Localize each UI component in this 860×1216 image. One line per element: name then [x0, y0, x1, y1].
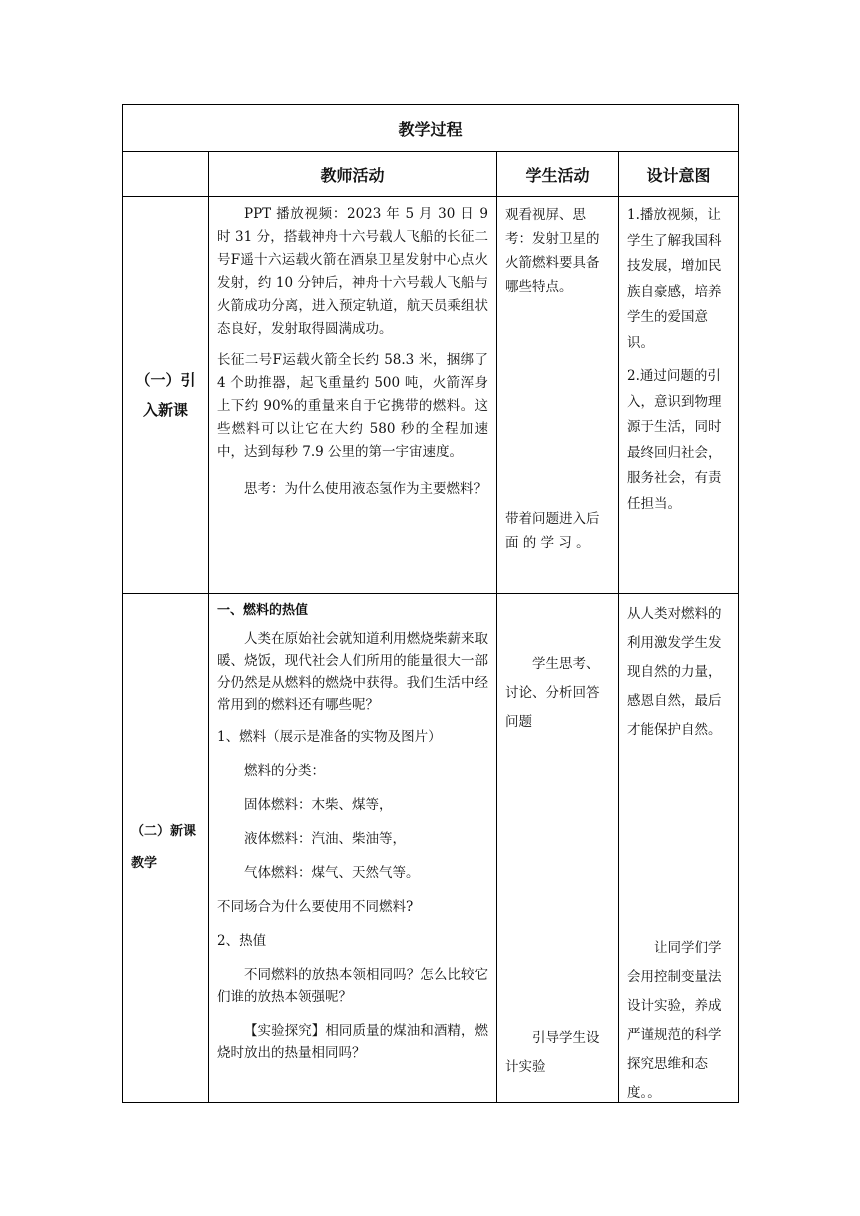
teacher-paragraph: 不同场合为什么要使用不同燃料?	[217, 899, 414, 915]
header-blank	[123, 152, 209, 197]
teacher-paragraph: 2、热值	[217, 933, 267, 949]
teacher-question: 思考：为什么使用液态氢作为主要燃料？	[244, 481, 487, 497]
teacher-paragraph: PPT 播放视频：2023 年 5 月 30 日 9 时 31 分，搭载神舟十六号载人飞船的长征二号F遥十六运载火箭在酒泉卫星发射中心点火发射，约 10 分钟后，神舟十六号载人飞船与火箭成功分离，进入预定轨道，航天员乘组状态良好，发射取得圆满成功。	[217, 206, 488, 337]
design-intent-cell	[619, 594, 739, 1103]
design-paragraph: 2.通过问题的引入，意识到物理源于生活，同时最终回归社会，服务社会，有责任担当。	[627, 368, 722, 512]
teacher-activity-cell	[209, 197, 497, 594]
section-label-line: 入新课	[142, 401, 188, 419]
teacher-paragraph: 固体燃料：木柴、煤等，	[244, 797, 393, 813]
student-paragraph: 带着问题进入后面 的 学 习 。	[505, 511, 600, 551]
design-paragraph: 让同学们学会用控制变量法设计实验，养成严谨规范的科学探究思维和态度。。	[627, 940, 722, 1101]
design-intent-cell	[619, 197, 739, 594]
teacher-paragraph: 燃料的分类：	[244, 763, 325, 779]
table-row	[123, 197, 739, 594]
design-paragraph: 1.播放视频，让学生了解我国科技发展，增加民族自豪感，培养学生的爱国意识。	[627, 207, 722, 351]
student-paragraph: 学生思考、讨论、分析回答问题	[505, 656, 600, 730]
section-label-line: （一）引	[135, 371, 196, 389]
table-row	[123, 594, 739, 1103]
section-label-new-lesson	[123, 594, 209, 1103]
student-paragraph: 引导学生设计实验	[505, 1030, 600, 1075]
teacher-paragraph: 长征二号F运载火箭全长约 58.3 米，捆绑了 4 个助推器，起飞重量约 500 吨，火箭浑身上下约 90%的重量来自于它携带的燃料。这些燃料可以让它在大约 580 秒的全程加速中，达到每秒 7.9 公里的第一宇宙速度。	[217, 352, 488, 460]
teacher-paragraph: 不同燃料的放热本领相同吗？怎么比较它们谁的放热本领强呢？	[217, 967, 488, 1005]
teacher-paragraph: 【实验探究】相同质量的煤油和酒精，燃烧时放出的热量相同吗？	[217, 1023, 488, 1061]
student-activity-cell	[497, 594, 619, 1103]
teacher-paragraph: 气体燃料：煤气、天然气等。	[244, 865, 420, 881]
header-teacher-activity: 教师活动	[209, 152, 497, 197]
teacher-paragraph: 1、燃料（展示是准备的实物及图片）	[217, 729, 442, 745]
section-label-line: 教学	[131, 856, 158, 871]
subsection-heading: 一、燃料的热值	[217, 603, 309, 618]
teacher-paragraph: 人类在原始社会就知道利用燃烧柴薪来取暖、烧饭，现代社会人们所用的能量很大一部分仍然是从燃料的燃烧中获得。我们生活中经常用到的燃料还有哪些呢？	[217, 631, 488, 713]
section-label-line: （二）新课	[131, 824, 197, 839]
teaching-process-table	[122, 104, 739, 1103]
header-design-intent: 设计意图	[619, 152, 739, 197]
teacher-paragraph: 液体燃料：汽油、柴油等，	[244, 831, 406, 847]
student-paragraph: 观看视屏、思考：发射卫星的火箭燃料要具备哪些特点。	[505, 207, 600, 295]
table-title: 教学过程	[123, 105, 739, 152]
design-paragraph: 从人类对燃料的利用激发学生发现自然的力量，感恩自然，最后才能保护自然。	[627, 606, 722, 738]
student-activity-cell	[497, 197, 619, 594]
header-student-activity: 学生活动	[497, 152, 619, 197]
section-label-intro	[123, 197, 209, 594]
teacher-activity-cell	[209, 594, 497, 1103]
